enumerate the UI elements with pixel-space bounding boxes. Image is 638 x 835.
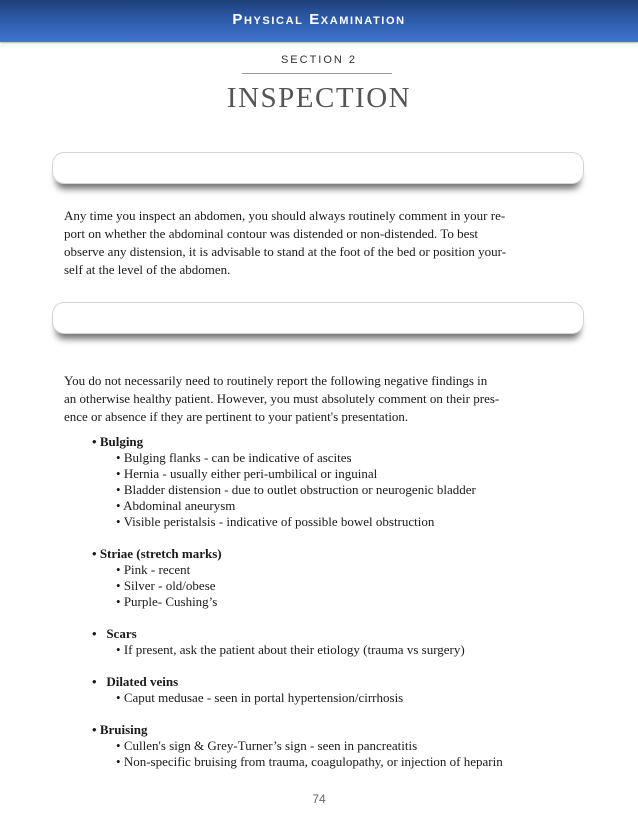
finding-title: Scars: [106, 626, 137, 641]
bullet-icon: •: [92, 674, 97, 689]
bullet-icon: •: [92, 626, 97, 641]
finding-striae: [92, 546, 562, 610]
finding-dilated-veins: [92, 674, 562, 706]
sub-item: • Hernia - usually either peri-umbilical or inguinal: [116, 466, 378, 481]
finding-title: Dilated veins: [106, 674, 179, 689]
finding-title: Bruising: [99, 722, 148, 737]
header-bar: [0, 0, 638, 42]
paragraph-line: port on whether the abdominal contour was distended or non-distended. To best: [64, 226, 479, 241]
sub-item: • If present, ask the patient about their etiology (trauma vs surgery): [116, 642, 465, 657]
sub-item: • Silver - old/obese: [116, 578, 216, 593]
sub-item: • Caput medusae - seen in portal hypertension/cirrhosis: [116, 690, 404, 705]
sub-item: • Cullen's sign & Grey-Turner’s sign - seen in pancreatitis: [116, 738, 418, 753]
finding-title: Bulging: [99, 434, 144, 449]
sub-item: • Purple- Cushing’s: [116, 594, 218, 609]
sub-item: • Bulging flanks - can be indicative of ascites: [116, 450, 352, 465]
sub-item: • Non-specific bruising from trauma, coagulopathy, or injection of heparin: [116, 754, 503, 769]
finding-scars: [92, 626, 562, 658]
page-title: INSPECTION: [226, 82, 412, 114]
paragraph-line: self at the level of the abdomen.: [64, 262, 231, 277]
sub-item: • Bladder distension - due to outlet obstruction or neurogenic bladder: [116, 482, 476, 497]
finding-title: Striae (stretch marks): [99, 546, 222, 561]
page-number: 74: [312, 792, 326, 806]
paragraph-distension: [64, 207, 562, 279]
bullet-icon: •: [92, 722, 97, 737]
section-label: SECTION 2: [280, 54, 358, 66]
finding-bulging: [92, 434, 562, 530]
bullet-icon: •: [92, 434, 97, 449]
sub-item: • Abdominal aneurysm: [116, 498, 236, 513]
paragraph-line: an otherwise healthy patient. However, you must absolutely comment on their pres-: [64, 391, 500, 406]
paragraph-line: Any time you inspect an abdomen, you should always routinely comment in your re-: [64, 208, 506, 223]
finding-bruising: [92, 722, 562, 770]
decorative-band-1: [52, 152, 584, 184]
header-title: Physical Examination: [232, 11, 406, 28]
paragraph-line: ence or absence if they are pertinent to your patient's presentation.: [64, 409, 409, 424]
findings-list: [92, 434, 562, 786]
sub-item: • Pink - recent: [116, 562, 191, 577]
decorative-band-2: [52, 302, 584, 334]
section-divider: [242, 73, 392, 74]
sub-item: • Visible peristalsis - indicative of possible bowel obstruction: [116, 514, 435, 529]
paragraph-negative-findings: [64, 372, 562, 426]
bullet-icon: •: [92, 546, 97, 561]
paragraph-line: observe any distension, it is advisable to stand at the foot of the bed or position your-: [64, 244, 507, 259]
paragraph-line: You do not necessarily need to routinely report the following negative findings in: [64, 373, 488, 388]
